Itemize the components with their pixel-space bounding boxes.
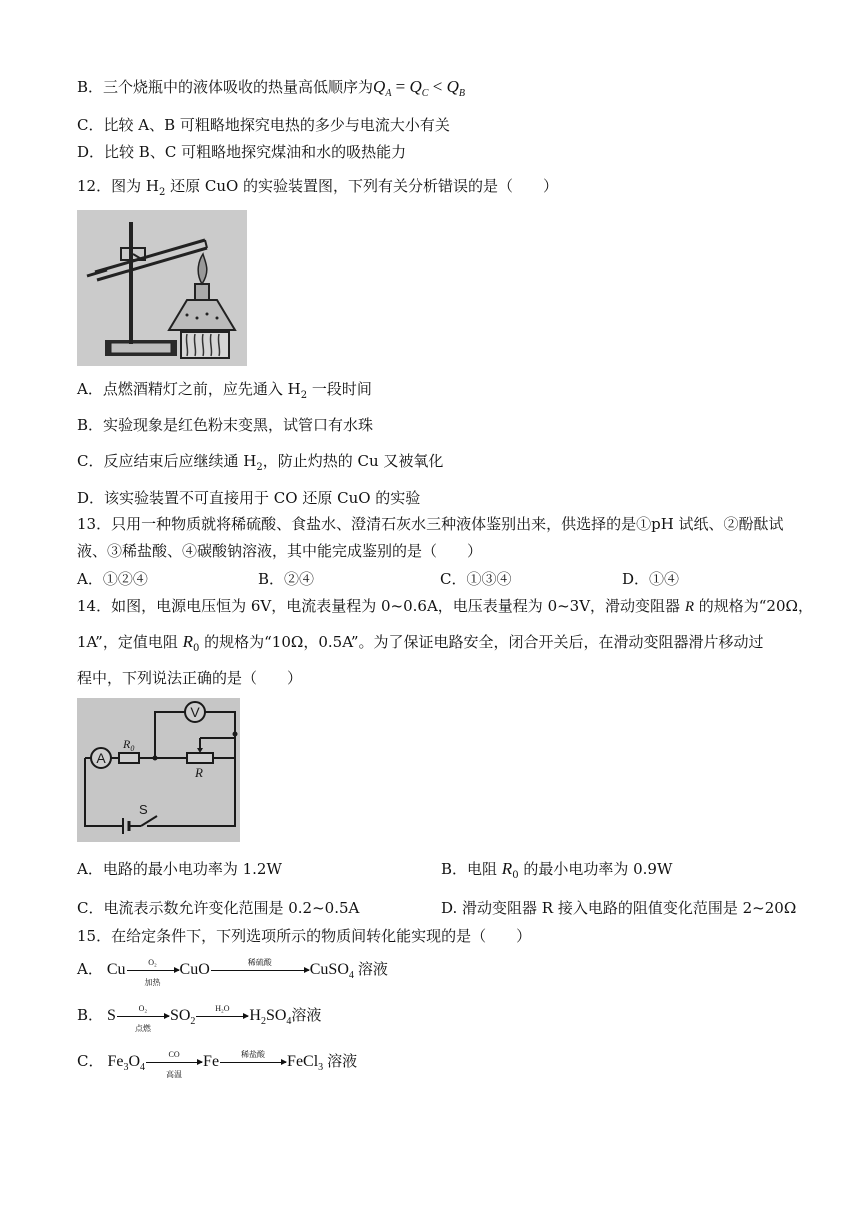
q15-option-c: C． $Fe_3O_4$ CO 高温 Fe 稀盐酸 FeCl$_3$ 溶液 — [77, 1050, 358, 1080]
q12-option-a: A．点燃酒精灯之前，应先通入 $H_2$ 一段时间 — [77, 380, 372, 401]
q14-stem-line2: 1A”，定值电阻 $R_0$ 的规格为“10Ω，0.5A”。为了保证电路安全，闭合开关后，在滑动变阻器滑片移动过 — [77, 632, 764, 654]
q15-stem: 15．在给定条件下，下列选项所示的物质间转化能实现的是（ ） — [77, 927, 532, 945]
q13-option-b: B．②④ — [258, 570, 315, 588]
switch-label: S — [139, 802, 148, 817]
q14-option-a: A．电路的最小电功率为 1.2W — [77, 860, 282, 878]
r0-label: $R_0$ — [123, 737, 135, 753]
q14-stem-line3: 程中，下列说法正确的是（ ） — [77, 669, 303, 687]
ammeter-label: A — [96, 750, 106, 766]
q13-stem-line2: 液、③稀盐酸、④碳酸钠溶液，其中能完成鉴别的是（ ） — [77, 542, 483, 560]
voltmeter-label: V — [190, 704, 200, 720]
q11-formula: $Q_A = Q_C < Q_B$ — [373, 77, 465, 99]
q11-option-b — [77, 77, 465, 104]
h2-cuo-apparatus-figure — [77, 210, 247, 366]
q15-option-a: A． Cu O₂ 加热 CuO 稀硫酸 CuSO$_4$ 溶液 — [77, 958, 388, 988]
q14-option-b: B．电阻 $R_0$ 的最小电功率为 0.9W — [441, 859, 673, 881]
q12-option-d: D．该实验装置不可直接用于 CO 还原 CuO 的实验 — [77, 489, 421, 507]
q11-option-c: C．比较 A、B 可粗略地探究电热的多少与电流大小有关 — [77, 116, 450, 134]
q12-option-b: B．实验现象是红色粉末变黑，试管口有水珠 — [77, 416, 374, 434]
q13-option-a: A．①②④ — [77, 570, 148, 588]
q14-stem-line1: 14．如图，电源电压恒为 6V，电流表量程为 0~0.6A，电压表量程为 0~3V，滑动变阻器 R 的规格为“20Ω， — [77, 597, 813, 615]
q14-option-c: C．电流表示数允许变化范围是 0.2~0.5A — [77, 899, 360, 917]
r-label: R — [195, 765, 203, 780]
q13-option-c: C．①③④ — [440, 570, 512, 588]
q11-option-d: D．比较 B、C 可粗略地探究煤油和水的吸热能力 — [77, 143, 407, 161]
q13-option-d: D．①④ — [622, 570, 680, 588]
q14-option-d: D. 滑动变阻器 R 接入电路的阻值变化范围是 2~20Ω — [441, 899, 797, 917]
q12-option-c: C．反应结束后应继续通 $H_2$，防止灼热的 Cu 又被氧化 — [77, 452, 444, 473]
q12-stem: 12．图为 $H_2$ 还原 CuO 的实验装置图，下列有关分析错误的是（ ） — [77, 177, 559, 198]
q11-option-b-text: B．三个烧瓶中的液体吸收的热量高低顺序为 — [77, 78, 374, 96]
q15-option-b: B． S O₂ 点燃 $SO_2$ H₂O $H_2SO_4$溶液 — [77, 1004, 322, 1034]
q13-stem-line1: 13．只用一种物质就将稀硫酸、食盐水、澄清石灰水三种液体鉴别出来，供选择的是①pH 试纸、②酚酞试 — [77, 515, 784, 533]
circuit-diagram-figure — [77, 698, 240, 842]
